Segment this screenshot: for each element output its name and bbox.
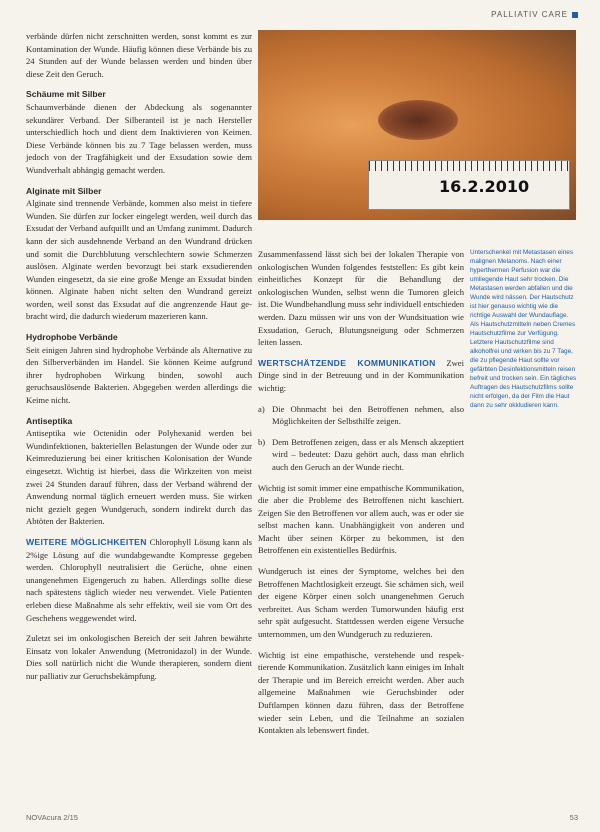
paragraph: Wundgeruch ist eines der Symptome, welches bei den Betroffenen Machtlosigkeit erzeugt. Sie schämen sich, weil der eigene Körper einen solch unangenehmen Geruch verbreitet. Aus Scham werden Tumorwunden häufig erst sehr spät aufgesucht. Stattdessen werden eigene Versuche unternommen, um den Wundgeruch zu reduzieren. bbox=[258, 566, 464, 640]
page-footer bbox=[26, 813, 578, 822]
list-text: Dem Betroffenen zeigen, dass er als Mensch akzeptiert wird – bedeutet: Dazu gehört auch, dass man ehrlich auch den Geruch an der Wunde riecht. bbox=[272, 436, 464, 472]
page-number: 53 bbox=[569, 813, 578, 822]
list-key: b) bbox=[258, 436, 266, 447]
section-title: PALLIATIV CARE bbox=[491, 10, 568, 19]
paragraph: Zuletzt sei im onkologischen Bereich der seit Jahren bewährte Einsatz von lokaler Anwendung (Metronidazol) in der Wunde. Dies soll natürlich nicht die Wunde therapieren, sondern dient nur palliativ zur Geruchsbekämpfung. bbox=[26, 633, 252, 681]
lead-heading: WEITERE MÖGLICHKEITEN bbox=[26, 536, 147, 547]
column-left bbox=[26, 30, 252, 691]
paragraph: Schaumverbände dienen der Abdeckung als sogenannter sekundärer Verband. Der Silberanteil ist je nach Hersteller unterschiedlich hoch und dient dem Inaktivieren von Keimen. Diese Verbände können bis zu 7 Tage belassen werden, muss jedoch von der Tragfähigkeit und der Exsudation sowie dem Wundverhalt abhängig gemacht werden. bbox=[26, 101, 252, 175]
wound-area bbox=[378, 100, 458, 140]
section-square-icon bbox=[572, 12, 578, 18]
paragraph-text: Chlorophyll Lösung kann als 2%ige Lösung auf die wundabgewandte Kompresse gegeben werden. Chlorophyll neutralisiert die Gerüche, ohne einen unangenehmen Eigengeruch zu haben. Allerdings sollte diese nach spätestens täglich wieder neu verwendet. Viele Patienten erleben diese Maßnahme als sehr effektiv, weil sie vom Ort des Geschehens weggewendet wird. bbox=[26, 536, 252, 623]
paragraph: Wichtig ist eine empathische, verstehende und respektierende Kommunikation. Zusätzlich kann einiges im Inhalt der Therapie und im Bereich erreicht werden. Aber auch allgemeine Maßnahmen wie Geruchsbinder oder Duftlampen können dazu führen, dass der Betroffene wieder sein Leben, und die Teilnahme an sozialen Kontakten als lebenswert findet. bbox=[258, 649, 464, 736]
lead-heading: WERTSCHÄTZENDE KOMMUNIKATION bbox=[258, 357, 436, 368]
paragraph: Zusammenfassend lässt sich bei der lokalen Therapie von onkologischen Wunden folgendes feststellen: Es gibt kein einheitliches Konzept für die Behandlung der onkologischen Wunden, selbst wenn die Tumoren gleich ist. Die Wundbehandlung muss sehr individuell entschieden werden. Dazu müssen wir uns von der Wundsituation wie Exsudation, Geruch, Blutungsneigung oder Schmerzen leiten lassen. bbox=[258, 249, 464, 348]
paragraph-text: Zwei Dinge sind in der Betreuung und in der Kommunikation wichtig: bbox=[258, 357, 464, 393]
subheading: Antiseptika bbox=[26, 415, 73, 426]
subheading: Alginate mit Silber bbox=[26, 185, 102, 196]
paragraph: Seit einigen Jahren sind hydrophobe Verbände als Alternative zu den Silberverbänden im Handel. Sie können Keime aufgrund ihrer hydrophoben Wirkung binden, sowohl auch geruchsauslösende Bakterien. Abgegeben werden allerdings die Keime nicht. bbox=[26, 344, 252, 406]
ruler-ticks bbox=[369, 161, 569, 171]
photo-caption: Unterschenkel mit Metastasen eines malignen Melanoms. Nach einer hyperthermen Perfusion war die umliegende Haut sehr trocken. Die Metastasen werden abfallen und die Wunde wird nässen. Der Hautschutz ist hier genauso wichtig wie die richtige Auswahl der Wundauflage. Als Hautschutzmitteln neben Cremes Hautschutzfilme zur Verfügung. Letztere Hautschutzfilme sind alkoholfrei und wirken bis zu 7 Tage, die zu pflegende Haut sollte vor gefärbten Desinfektionsmitteln reisen befreit und trocken sein. Ein tägliches Auftragen des Hautschutzfilms sollte nicht erfolgen, da der Film die Haut dann zu sehr okkludieren kann. bbox=[470, 249, 577, 409]
paragraph: Wichtig ist somit immer eine empathische Kommunikation, die aber die Probleme des Betroffenen nicht kaschiert. Zeigen Sie den Betroffenen vor allem auch, was er oder sie selbst machen kann. Unabhängigkeit von anderen und Macht über seinen Körper zu bekommen, ist den Betroffenen ein existentielles Bedürfnis. bbox=[258, 482, 464, 556]
measuring-ruler bbox=[368, 160, 570, 210]
column-middle bbox=[258, 248, 464, 745]
list-text: Die Ohnmacht bei den Betroffenen nehmen, also Möglichkeiten der Selbsthilfe zeigen. bbox=[272, 403, 464, 427]
paragraph bbox=[258, 357, 464, 395]
wound-photo bbox=[258, 30, 576, 220]
list-key: a) bbox=[258, 403, 265, 414]
subheading: Schäume mit Silber bbox=[26, 89, 106, 100]
list-item bbox=[258, 436, 464, 474]
paragraph: Antiseptika wie Octenidin oder Polyhexanid werden bei Wundinfektionen, bakteriellen Belastungen der Wunde oder zur Keimreduzierung bei einer kritischen Kolonisation der Wunde eingesetzt. Wichtig ist hierbei, dass die Wirkzeiten von meist zwei 24 Stunden darauf führen, dass der Verband während der Anwendung normal täglich erneuert werden muss. Sie wirken nicht gezielt gegen Wundgeruch, sondern indirekt durch das Abtöten der Bakterien. bbox=[26, 428, 252, 527]
ruler-date: 16.2.2010 bbox=[439, 177, 530, 196]
subheading: Hydrophobe Verbände bbox=[26, 332, 118, 343]
footer-publication: NOVAcura 2/15 bbox=[26, 813, 78, 822]
paragraph: verbände dürfen nicht zerschnitten werden, sonst kommt es zur Kontamination der Wunde. Häufig können diese Verbände bis zu 24 Stunden auf der Wunde belassen werden und binden über diese Zeit den Geruch. bbox=[26, 31, 252, 79]
section-header bbox=[491, 10, 578, 19]
paragraph bbox=[26, 536, 252, 624]
paragraph: Alginate sind trennende Verbände, kommen also meist in tiefere Wunden. Sie dürfen zur locker eingelegt werden, weil durch das Exsudat der Verband aufquillt und an Umfang zunimmt. Dadurch kann der sich ausdehnende Verband an den Wundrand drücken und somit die Durchblutung verschlechtern sowie Schmerzen auslösen. Alginate werden bevorzugt bei stark exsudierenden Wunden eingesetzt, da sie eine große Menge an Exsudat binden können. Alginate haben nicht selten den Wundrand gereizt worden, weil sonst das Exsudat auf die angrenzende Haut gebracht wird, die dadurch wiederum mazerieren kann. bbox=[26, 198, 252, 322]
list-item bbox=[258, 403, 464, 428]
